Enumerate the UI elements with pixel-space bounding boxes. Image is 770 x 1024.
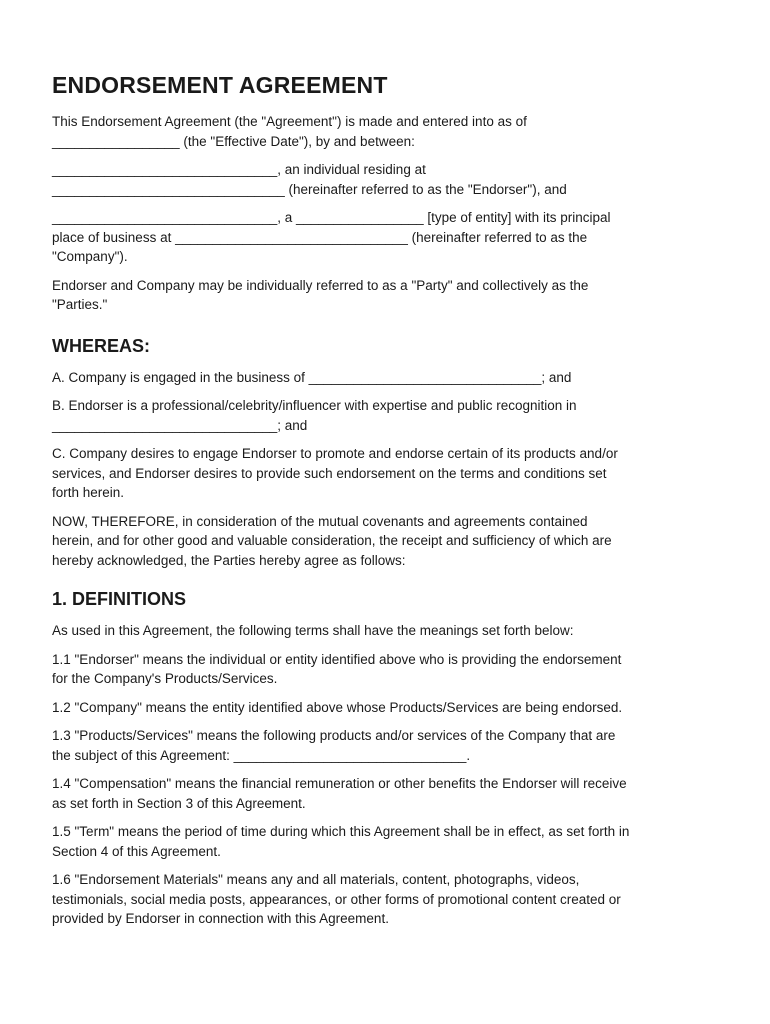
- text-line: for the Company's Products/Services.: [52, 671, 278, 686]
- text-line: A. Company is engaged in the business of _______________________________; and: [52, 369, 572, 385]
- definition-1-4: [52, 774, 720, 813]
- text-line: place of business at _______________________________ (hereinafter referred to as the: [52, 229, 588, 245]
- text-line: 1.2 "Company" means the entity identified above whose Products/Services are being endorsed.: [52, 699, 623, 715]
- text-line: testimonials, social media posts, appearances, or other forms of promotional content created or: [52, 891, 621, 907]
- text-line: 1.1 "Endorser" means the individual or entity identified above who is providing the endorsement: [52, 651, 622, 667]
- definition-1-1: [52, 650, 720, 689]
- document-body: [52, 70, 720, 938]
- text-line: 1.4 "Compensation" means the financial remuneration or other benefits the Endorser will receive: [52, 776, 627, 791]
- definition-1-5: [52, 822, 720, 861]
- text-line: ______________________________, a _________________ [type of entity] with its principal: [52, 210, 611, 225]
- whereas-clause-b: [52, 396, 720, 435]
- whereas-clause-a: [52, 368, 720, 388]
- definition-1-6: [52, 870, 720, 929]
- definition-1-3: [52, 726, 720, 765]
- definition-1-2: [52, 698, 720, 718]
- intro-paragraph-company: [52, 208, 720, 267]
- document-title: ENDORSEMENT AGREEMENT: [52, 72, 388, 98]
- text-line: Section 4 of this Agreement.: [52, 843, 221, 859]
- text-line: 1.6 "Endorsement Materials" means any and all materials, content, photographs, videos,: [52, 872, 580, 887]
- text-line: forth herein.: [52, 485, 125, 500]
- text-line: ______________________________, an individual residing at: [52, 162, 426, 177]
- text-line: As used in this Agreement, the following terms shall have the meanings set forth below:: [52, 623, 574, 638]
- text-line: herein, and for other good and valuable consideration, the receipt and sufficiency of which are: [52, 533, 612, 548]
- text-line: as set forth in Section 3 of this Agreement.: [52, 795, 306, 811]
- text-line: services, and Endorser desires to provide such endorsement on the terms and conditions set: [52, 465, 607, 481]
- text-line: the subject of this Agreement: _______________________________.: [52, 747, 471, 763]
- text-line: _______________________________ (hereinafter referred to as the "Endorser"), and: [52, 181, 567, 197]
- now-therefore-paragraph: [52, 512, 720, 571]
- intro-paragraph-parties: [52, 276, 720, 315]
- intro-paragraph-endorser: [52, 160, 720, 199]
- text-line: 1.5 "Term" means the period of time during which this Agreement shall be in effect, as set forth in: [52, 824, 630, 839]
- text-line: ______________________________; and: [52, 417, 308, 433]
- text-line: 1.3 "Products/Services" means the following products and/or services of the Company that are: [52, 728, 616, 743]
- text-line: "Company").: [52, 249, 128, 264]
- text-line: C. Company desires to engage Endorser to promote and endorse certain of its products and/or: [52, 446, 618, 461]
- definitions-intro: [52, 621, 720, 641]
- text-line: NOW, THEREFORE, in consideration of the mutual covenants and agreements contained: [52, 513, 588, 529]
- text-line: "Parties.": [52, 297, 108, 312]
- text-line: provided by Endorser in connection with this Agreement.: [52, 911, 389, 926]
- intro-paragraph-effective-date: [52, 112, 720, 151]
- text-line: B. Endorser is a professional/celebrity/influencer with expertise and public recognition in: [52, 398, 577, 413]
- text-line: This Endorsement Agreement (the "Agreement") is made and entered into as of: [52, 114, 527, 129]
- whereas-heading: WHEREAS:: [52, 335, 150, 356]
- text-line: _________________ (the "Effective Date"), by and between:: [52, 133, 415, 149]
- definitions-heading: 1. DEFINITIONS: [52, 589, 187, 609]
- whereas-clause-c: [52, 444, 720, 503]
- text-line: Endorser and Company may be individually referred to as a "Party" and collectively as the: [52, 277, 589, 293]
- text-line: hereby acknowledged, the Parties hereby agree as follows:: [52, 552, 406, 568]
